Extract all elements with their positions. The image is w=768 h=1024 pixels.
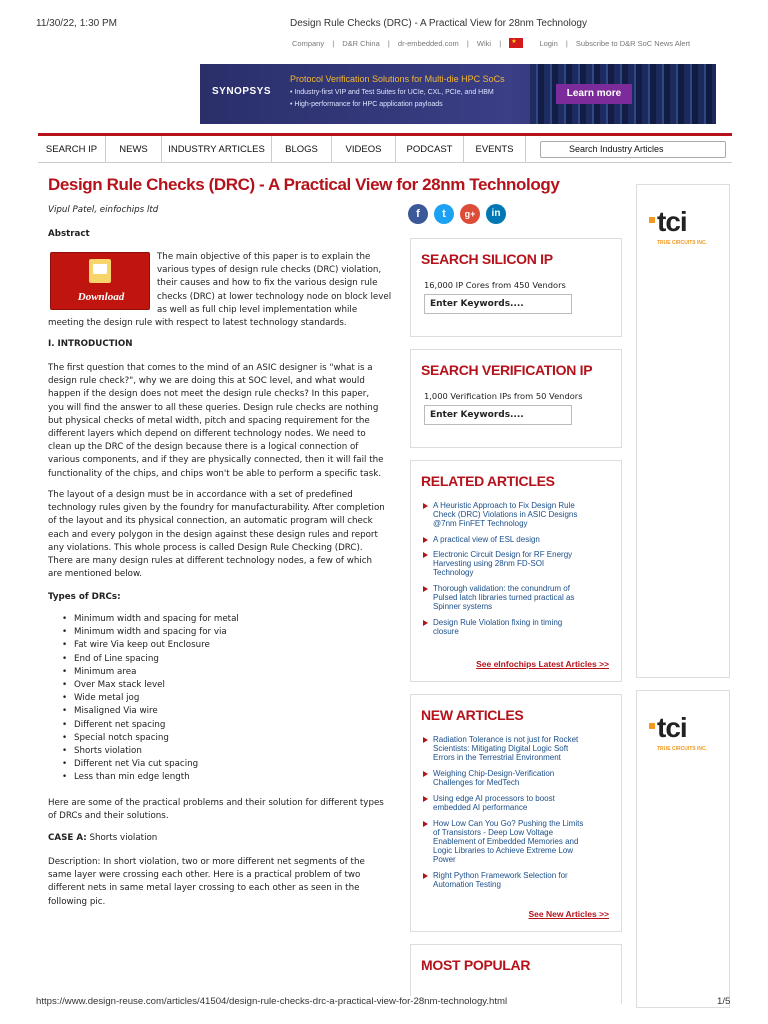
linkedin-icon[interactable]: in (486, 204, 506, 224)
most-popular-box (410, 944, 622, 1004)
file-download-icon (89, 259, 111, 283)
list-item: • End of Line spacing (48, 653, 348, 666)
nav-videos[interactable]: VIDEOS (332, 136, 396, 163)
related-article-link[interactable]: Thorough validation: the conundrum of Pulsed latch libraries turned practical as Spinner systems (423, 584, 619, 611)
new-articles-list (423, 735, 619, 889)
nav-blogs[interactable]: BLOGS (272, 136, 332, 163)
top-link-login[interactable]: Login (539, 39, 558, 48)
new-article-link[interactable]: Weighing Chip-Design-Verification Challenges for MedTech (423, 769, 619, 787)
drc-types-list (48, 613, 348, 785)
abstract-text: The main objective of this paper is to explain the various types of design rule checks (DRC) violation, their causes and how to fix the various design rule checks (DRC) at lower technology node on block level as well as full chip level implementation while (157, 252, 392, 315)
banner-headline: Protocol Verification Solutions for Multi-die HPC SoCs (290, 74, 505, 84)
search-verification-ip-title: SEARCH VERIFICATION IP (421, 362, 593, 378)
list-item: • Minimum width and spacing for via (48, 626, 348, 639)
list-item: • Fat wire Via keep out Enclosure (48, 639, 348, 652)
new-article-link[interactable]: Right Python Framework Selection for Automation Testing (423, 871, 619, 889)
footer-page-number: 1/5 (717, 996, 731, 1007)
download-label: Download (77, 291, 125, 303)
facebook-icon[interactable]: f (408, 204, 428, 224)
banner-bullet-2: • High-performance for HPC application payloads (290, 101, 443, 108)
top-link-company[interactable]: Company (292, 39, 325, 48)
types-heading: Types of DRCs: (48, 592, 121, 602)
list-item: • Shorts violation (48, 745, 348, 758)
most-popular-title: MOST POPULAR (421, 957, 531, 973)
related-article-link[interactable]: A Heuristic Approach to Fix Design Rule Check (DRC) Violations in ASIC Designs @7nm FinFET Technology (423, 501, 619, 528)
related-article-link[interactable]: A practical view of ESL design (423, 535, 619, 544)
intro-paragraph: The first question that comes to the mind of an ASIC designer is "what is a design rule check?", why we are doing this at SOC level, and what would happen if the design does not meet the design rule checks? In this paper, you will find the answer to all these queries. Design rule checks are nothing but physical checks of metal width, pitch and spacing requirement for the different layers which depend on different technology nodes. We need to clean up the DRC of the design because there is a logical connection of various components, and if they are physically connected, then it will fail the functionality of the chips, and chips won't be able to perform a specific task. (48, 363, 384, 479)
related-article-link[interactable]: Electronic Circuit Design for RF Energy Harvesting using 28nm FD-SOI Technology (423, 550, 619, 577)
top-link-china[interactable]: D&R China (342, 39, 380, 48)
article-title: Design Rule Checks (DRC) - A Practical View for 28nm Technology (48, 175, 560, 194)
industry-articles-search-input[interactable]: Search Industry Articles (540, 141, 726, 158)
main-nav (38, 133, 732, 163)
tci-logo: tci TRUE CIRCUITS INC. (649, 713, 721, 755)
download-button[interactable] (50, 252, 150, 310)
practical-paragraph: Here are some of the practical problems and their solution for different types of DRCs and their solutions. (48, 798, 384, 822)
silicon-ip-keyword-input[interactable]: Enter Keywords.... (424, 294, 572, 314)
related-articles-title: RELATED ARTICLES (421, 473, 555, 489)
search-verification-ip-box (410, 349, 622, 448)
article-author: Vipul Patel, einfochips ltd (48, 205, 159, 215)
twitter-icon[interactable]: t (434, 204, 454, 224)
synopsys-logo: SYNOPSYS (212, 86, 272, 97)
top-link-subscribe[interactable]: Subscribe to D&R SoC News Alert (575, 39, 691, 48)
tci-logo: tci TRUE CIRCUITS INC. (649, 207, 721, 249)
list-item: • Misaligned Via wire (48, 705, 348, 718)
list-item: • Over Max stack level (48, 679, 348, 692)
new-articles-box (410, 694, 622, 932)
tci-ad-top[interactable] (636, 184, 730, 678)
print-page-title: Design Rule Checks (DRC) - A Practical View for 28nm Technology (290, 18, 587, 29)
intro-heading: I. INTRODUCTION (48, 339, 133, 349)
nav-industry-articles[interactable]: INDUSTRY ARTICLES (162, 136, 272, 163)
synopsys-banner-ad[interactable] (200, 64, 716, 124)
search-verification-ip-subtitle: 1,000 Verification IPs from 50 Vendors (424, 391, 583, 401)
list-item: • Special notch spacing (48, 732, 348, 745)
list-item: • Minimum area (48, 666, 348, 679)
case-a-heading: CASE A: Shorts violation (48, 833, 158, 843)
top-links: Company | D&R China | dr-embedded.com | Wiki | ★ Login | Subscribe to D&R SoC News Alert (292, 39, 691, 48)
top-link-wiki[interactable]: Wiki (476, 39, 492, 48)
social-share (408, 204, 512, 226)
list-item: • Wide metal jog (48, 692, 348, 705)
google-plus-icon[interactable]: g+ (460, 204, 480, 224)
list-item: • Less than min edge length (48, 771, 348, 784)
search-silicon-ip-subtitle: 16,000 IP Cores from 450 Vendors (424, 280, 566, 290)
search-silicon-ip-box (410, 238, 622, 337)
new-article-link[interactable]: How Low Can You Go? Pushing the Limits of Transistors - Deep Low Voltage Enablement of Embedded Memories and Logic Libraries to Achieve Extreme Low Power (423, 819, 619, 864)
banner-bullet-1: • Industry-first VIP and Test Suites for UCIe, CXL, PCIe, and HBM (290, 89, 494, 96)
tci-ad-bottom[interactable] (636, 690, 730, 1008)
verification-ip-keyword-input[interactable]: Enter Keywords.... (424, 405, 572, 425)
nav-events[interactable]: EVENTS (464, 136, 526, 163)
nav-podcast[interactable]: PODCAST (396, 136, 464, 163)
related-article-link[interactable]: Design Rule Violation fixing in timing closure (423, 618, 619, 636)
new-article-link[interactable]: Radiation Tolerance is not just for Rocket Scientists: Mitigating Digital Logic Soft Errors in the Terrestrial Environment (423, 735, 619, 762)
learn-more-button[interactable]: Learn more (556, 84, 632, 104)
description-paragraph: Description: In short violation, two or more different net segments of the same layer were crossing each other. Here is a practical problem of two different nets in same metal layer crossing to each other as seen in the following pic. (48, 857, 365, 907)
list-item: • Minimum width and spacing for metal (48, 613, 348, 626)
footer-url: https://www.design-reuse.com/articles/41504/design-rule-checks-drc-a-practical-view-for-28nm-technology.html (36, 996, 508, 1007)
nav-news[interactable]: NEWS (106, 136, 162, 163)
search-silicon-ip-title: SEARCH SILICON IP (421, 251, 553, 267)
nav-search-ip[interactable]: SEARCH IP (38, 136, 106, 163)
top-link-embedded[interactable]: dr-embedded.com (397, 39, 459, 48)
related-articles-box (410, 460, 622, 682)
abstract-text-end: meeting the design rule with respect to latest technology standards. (48, 318, 347, 328)
related-articles-list (423, 501, 619, 636)
list-item: • Different net Via cut spacing (48, 758, 348, 771)
abstract-heading: Abstract (48, 229, 90, 239)
layout-paragraph: The layout of a design must be in accordance with a set of predefined technology rules given by the foundry for manufacturability. After completion of the layout and its physical connection, an automatic program will check each and every polygon in the design against these design rules and report any violations. This whole process is called Design Rule Checking (DRC). There are many design rules at different technology nodes, a few of which are mentioned below. (48, 490, 385, 580)
print-datetime: 11/30/22, 1:30 PM (36, 18, 117, 29)
see-einfochips-articles-link[interactable]: See eInfochips Latest Articles >> (476, 659, 609, 669)
list-item: • Different net spacing (48, 719, 348, 732)
new-articles-title: NEW ARTICLES (421, 707, 524, 723)
china-flag-icon[interactable]: ★ (509, 38, 523, 48)
new-article-link[interactable]: Using edge AI processors to boost embedded AI performance (423, 794, 619, 812)
see-new-articles-link[interactable]: See New Articles >> (528, 909, 609, 919)
